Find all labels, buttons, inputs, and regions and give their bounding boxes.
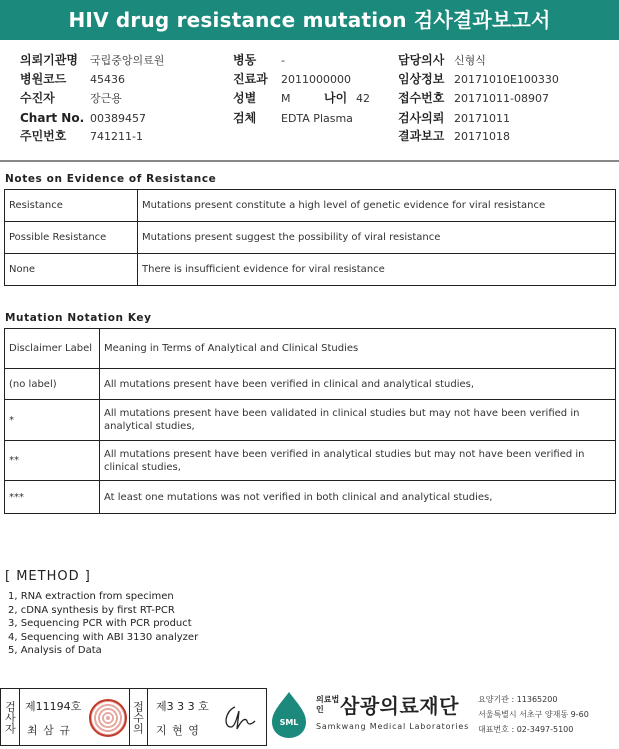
footer <box>0 686 619 749</box>
table-row <box>5 481 616 514</box>
header-divider <box>0 160 619 162</box>
header-resident-no: 주민번호 741211-1 <box>20 129 143 143</box>
method-title: [ METHOD ] <box>5 569 91 584</box>
notes-term: None <box>5 254 138 286</box>
mutation-key-meaning: All mutations present have been verified in clinical and analytical studies, <box>100 369 616 400</box>
method-list <box>8 590 198 658</box>
header-requesting-org: 의뢰기관명 국립중앙의료원 <box>20 53 165 67</box>
org-code: 요양기관 : 11365200 <box>478 695 558 704</box>
table-row <box>5 441 616 481</box>
header-clinical-info: 임상정보 20171010E100330 <box>398 72 559 86</box>
mutation-key-label: ** <box>5 441 100 481</box>
notes-section-title: Notes on Evidence of Resistance <box>5 173 217 185</box>
header-report-date: 결과보고 20171018 <box>398 129 510 143</box>
header-physician: 담당의사 신형식 <box>398 53 486 67</box>
mutation-key-label: * <box>5 400 100 441</box>
list-item: 4, Sequencing with ABI 3130 analyzer <box>8 631 199 643</box>
list-item: 1, RNA extraction from specimen <box>8 591 174 602</box>
mutation-key-label: *** <box>5 481 100 514</box>
header-chart-no: Chart No. 00389457 <box>20 111 146 125</box>
header-age: 나이 42 <box>324 91 370 105</box>
mutation-key-meaning: At least one mutations was not verified in both clinical and analytical studies, <box>100 481 616 514</box>
mutation-key-label: (no label) <box>5 369 100 400</box>
header-hospital-code: 병원코드 45436 <box>20 72 125 86</box>
mutation-key-meaning: All mutations present have been verified in analytical studies but may not have been verified in clinical studies, <box>100 441 616 481</box>
table-row <box>5 400 616 441</box>
sml-text: SML <box>279 718 299 727</box>
mutation-key-section-title: Mutation Notation Key <box>5 312 152 324</box>
notes-term: Resistance <box>5 190 138 222</box>
notes-desc: Mutations present suggest the possibility of viral resistance <box>138 222 616 254</box>
table-row <box>5 369 616 400</box>
header-sex: 성별 M <box>233 91 291 105</box>
list-item: 5, Analysis of Data <box>8 645 102 657</box>
list-item: 2, cDNA synthesis by first RT-PCR <box>8 604 175 616</box>
seal-stamp <box>89 699 127 737</box>
notes-term: Possible Resistance <box>5 222 138 254</box>
header-request-date: 검사의뢰 20171011 <box>398 111 510 125</box>
sml-badge <box>268 690 310 740</box>
header-receipt-no: 접수번호 20171011-08907 <box>398 91 549 105</box>
header-specimen: 검체 EDTA Plasma <box>233 111 353 125</box>
table-row <box>5 329 616 369</box>
signature-box <box>0 688 267 746</box>
org-prefix: 의료법인 <box>316 695 340 714</box>
examiner-label: 검사자 <box>1 689 20 745</box>
list-item: 3, Sequencing PCR with PCR product <box>8 618 192 630</box>
reviewer-name: 지 현 영 <box>156 724 200 737</box>
org-english-name: Samkwang Medical Laboratories <box>316 722 470 731</box>
signature-scribble <box>221 703 257 733</box>
report-title: HIV drug resistance mutation 검사결과보고서 <box>0 0 619 40</box>
header-ward: 병동 - <box>233 53 285 67</box>
org-info <box>478 692 589 737</box>
reviewer-no: 제3 3 3 호 <box>156 700 209 713</box>
table-row <box>5 190 616 222</box>
examiner-no: 제11194호 <box>25 700 82 713</box>
mutation-key-label-header: Disclaimer Label <box>5 329 100 369</box>
mutation-key-meaning-header: Meaning in Terms of Analytical and Clinical Studies <box>100 329 616 369</box>
notes-desc: There is insufficient evidence for viral resistance <box>138 254 616 286</box>
table-row <box>5 222 616 254</box>
sml-logo-icon <box>268 690 310 740</box>
org-address: 서울특별시 서초구 양재동 9-60 <box>478 710 589 719</box>
header-department: 진료과 2011000000 <box>233 72 351 86</box>
notes-table <box>4 189 616 286</box>
org-name: 삼광의료재단 <box>340 694 459 718</box>
notes-desc: Mutations present constitute a high level of genetic evidence for viral resistance <box>138 190 616 222</box>
reviewer-label: 접수의 <box>129 689 148 745</box>
examiner-name: 최 삼 규 <box>27 724 71 737</box>
header-patient-name: 수진자 장근용 <box>20 91 122 105</box>
mutation-key-meaning: All mutations present have been validated in clinical studies but may not have been verified in analytical studies, <box>100 400 616 441</box>
table-row <box>5 254 616 286</box>
org-phone: 대표번호 : 02-3497-5100 <box>478 725 574 734</box>
mutation-key-table <box>4 328 616 514</box>
